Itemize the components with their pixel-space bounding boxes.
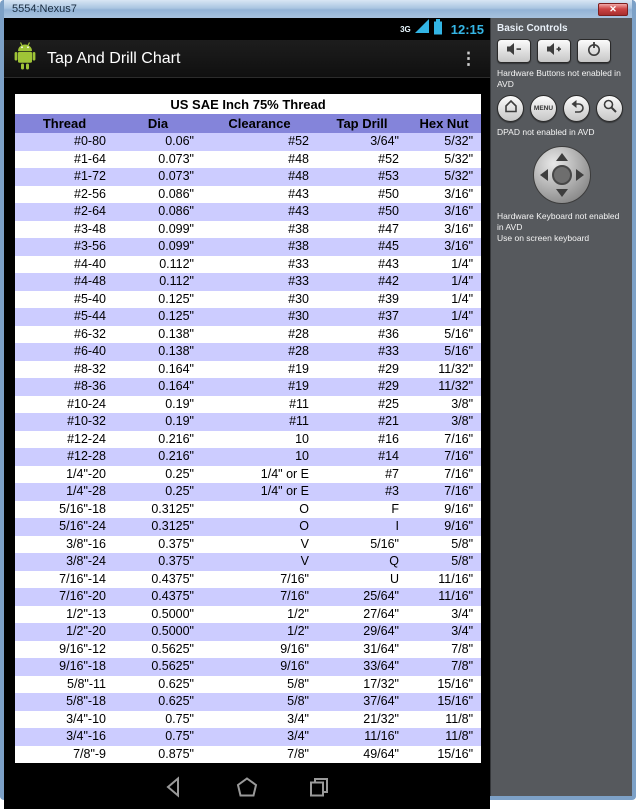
table-cell: 11/16" <box>438 571 474 586</box>
table-cell: 0.073" <box>158 169 194 183</box>
table-cell: 3/16" <box>444 221 474 236</box>
table-cell: 3/16" <box>444 186 474 201</box>
volume-power-row <box>497 39 626 63</box>
overflow-menu-icon[interactable]: ⋮ <box>460 48 477 68</box>
dpad-center-button[interactable] <box>552 165 572 185</box>
table-cell: 1/4" or E <box>260 466 309 481</box>
table-cell: #39 <box>378 291 399 306</box>
table-cell: 11/32" <box>438 361 474 376</box>
table-cell: #10-32 <box>67 414 106 428</box>
table-cell: 9/16" <box>280 659 309 673</box>
table-cell: 15/16" <box>437 694 474 708</box>
table-cell: #48 <box>288 151 309 166</box>
table-row <box>14 588 482 606</box>
table-cell: 0.4375" <box>151 571 194 586</box>
table-cell: 31/64" <box>363 641 399 656</box>
table-cell: 9/16" <box>280 641 309 656</box>
table-cell: 5/16" <box>444 344 474 358</box>
table-cell: I <box>395 519 399 533</box>
table-cell: #52 <box>378 151 399 166</box>
table-cell: 3/16" <box>444 204 474 218</box>
signal-icon <box>415 19 429 39</box>
dpad-left-arrow[interactable] <box>540 169 548 181</box>
table-cell: 0.5000" <box>151 624 194 638</box>
table-cell: #1-72 <box>74 169 106 183</box>
android-screen <box>4 18 490 796</box>
table-cell: 7/8" <box>451 641 474 656</box>
table-cell: #2-64 <box>74 204 106 218</box>
table-cell: 0.125" <box>158 309 194 323</box>
volume-up-button[interactable] <box>537 39 571 63</box>
table-row <box>14 746 482 765</box>
table-row <box>14 466 482 484</box>
table-cell: #47 <box>378 221 399 236</box>
table-cell: 3/4"-16 <box>66 729 106 743</box>
table-row <box>14 448 482 466</box>
table-cell: 5/16" <box>370 536 399 551</box>
table-cell: 0.086" <box>158 186 194 201</box>
android-status-bar[interactable] <box>4 18 490 40</box>
table-cell: 0.75" <box>165 729 194 743</box>
app-content-scroll-area[interactable] <box>4 78 490 765</box>
keyboard-note <box>497 211 626 244</box>
table-cell: #16 <box>378 431 399 446</box>
table-cell: 17/32" <box>363 676 399 691</box>
power-button[interactable] <box>577 39 611 63</box>
table-cell: 0.25" <box>165 484 194 498</box>
table-cell: #8-36 <box>74 379 106 393</box>
table-cell: 1/4" <box>451 274 474 288</box>
app-title: Tap And Drill Chart <box>47 49 181 67</box>
column-header-clearance: Clearance <box>202 114 317 133</box>
table-cell: 11/16" <box>438 589 474 603</box>
window-close-button[interactable] <box>598 3 628 16</box>
panel-title: Basic Controls <box>497 23 568 34</box>
table-row <box>14 238 482 256</box>
table-cell: 0.3125" <box>151 519 194 533</box>
table-cell: Q <box>389 554 399 568</box>
table-cell: #8-32 <box>74 361 106 376</box>
table-cell: 7/8" <box>287 746 309 761</box>
table-cell: 5/16"-18 <box>59 501 106 516</box>
home-icon <box>503 98 519 119</box>
table-cell: 7/16" <box>444 449 474 463</box>
table-title-row <box>14 93 482 114</box>
table-cell: 5/16" <box>444 326 474 341</box>
table-cell: #33 <box>288 256 309 271</box>
table-cell: 1/4"-28 <box>66 484 106 498</box>
status-time: 12:15 <box>450 21 484 37</box>
volume-up-icon <box>546 42 562 61</box>
table-cell: 0.164" <box>158 361 194 376</box>
window-title: 5554:Nexus7 <box>12 3 77 15</box>
search-icon <box>602 98 618 119</box>
table-cell: 3/8" <box>451 396 474 411</box>
table-cell: 0.19" <box>165 396 194 411</box>
table-row <box>14 203 482 221</box>
table-cell: 5/32" <box>444 151 474 166</box>
table-cell: #37 <box>378 309 399 323</box>
table-cell: #6-32 <box>74 326 106 341</box>
table-row <box>14 501 482 519</box>
table-cell: #25 <box>378 396 399 411</box>
menu-hw-button[interactable] <box>530 95 557 122</box>
table-cell: 0.875" <box>158 746 194 761</box>
table-row <box>14 553 482 571</box>
table-cell: #4-48 <box>74 274 106 288</box>
table-cell: 5/8" <box>287 676 309 691</box>
table-cell: U <box>389 571 399 586</box>
table-row <box>14 676 482 694</box>
keyboard-note-line1: Hardware Keyboard not enabled in AVD <box>497 211 620 233</box>
table-cell: 7/16" <box>444 466 474 481</box>
table-cell: 3/64" <box>370 134 399 148</box>
table-cell: 0.06" <box>165 134 194 148</box>
table-row <box>14 378 482 396</box>
table-cell: 0.138" <box>158 326 194 341</box>
table-cell: 7/16" <box>444 484 474 498</box>
table-cell: #48 <box>288 169 309 183</box>
table-row <box>14 571 482 589</box>
table-cell: 10 <box>295 431 309 446</box>
table-cell: 29/64" <box>363 624 399 638</box>
table-cell: #3-56 <box>74 239 106 253</box>
table-cell: 5/8"-18 <box>66 694 106 708</box>
table-cell: 1/4"-20 <box>66 466 106 481</box>
table-header-row <box>14 114 482 133</box>
table-row <box>14 256 482 274</box>
table-row <box>14 641 482 659</box>
table-cell: 1/4" <box>451 309 474 323</box>
table-cell: 0.625" <box>158 676 194 691</box>
table-cell: 0.5625" <box>151 659 194 673</box>
table-cell: 0.375" <box>158 536 194 551</box>
table-cell: #11 <box>289 396 309 411</box>
table-cell: #11 <box>289 414 309 428</box>
table-cell: 11/8" <box>445 711 474 726</box>
column-header-thread: Thread <box>14 114 114 133</box>
table-row <box>14 658 482 676</box>
table-row <box>14 413 482 431</box>
table-cell: 33/64" <box>363 659 399 673</box>
table-cell: #43 <box>288 186 309 201</box>
table-row <box>14 168 482 186</box>
back-hw-button[interactable] <box>563 95 590 122</box>
menu-button-label: MENU <box>533 105 554 113</box>
table-cell: 5/32" <box>444 134 474 148</box>
table-cell: 3/4" <box>287 711 309 726</box>
table-cell: 27/64" <box>363 606 399 621</box>
column-header-dia: Dia <box>114 114 202 133</box>
window-titlebar[interactable] <box>4 0 632 18</box>
table-cell: #29 <box>378 361 399 376</box>
table-cell: 3/4" <box>451 624 474 638</box>
table-cell: 0.216" <box>158 431 194 446</box>
table-row <box>14 291 482 309</box>
table-cell: 10 <box>295 449 309 463</box>
table-cell: 25/64" <box>363 589 399 603</box>
table-cell: 0.086" <box>158 204 194 218</box>
table-cell: #3 <box>385 484 399 498</box>
table-cell: 5/8"-11 <box>67 676 106 691</box>
table-cell: 0.5000" <box>151 606 194 621</box>
table-row <box>14 536 482 554</box>
table-row <box>14 361 482 379</box>
volume-down-button[interactable] <box>497 39 531 63</box>
hardware-buttons-note: Hardware Buttons not enabled in AVD <box>497 68 621 90</box>
table-cell: 7/16"-14 <box>59 571 106 586</box>
nav-recents-button[interactable] <box>308 776 330 798</box>
table-cell: #33 <box>288 274 309 288</box>
table-cell: #12-24 <box>67 431 106 446</box>
table-cell: 0.4375" <box>151 589 194 603</box>
table-cell: 0.138" <box>158 344 194 358</box>
search-hw-button[interactable] <box>596 95 623 122</box>
table-row <box>14 518 482 536</box>
table-cell: 3/8" <box>451 414 474 428</box>
table-cell: #45 <box>378 239 399 253</box>
table-cell: #33 <box>378 344 399 358</box>
window-client-area <box>4 18 632 796</box>
table-cell: #52 <box>288 134 309 148</box>
table-cell: #4-40 <box>74 256 106 271</box>
table-cell: #12-28 <box>67 449 106 463</box>
table-cell: 9/16"-12 <box>59 641 106 656</box>
table-cell: 7/16" <box>444 431 474 446</box>
tap-drill-table <box>13 92 483 765</box>
dpad-note: DPAD not enabled in AVD <box>497 127 595 138</box>
action-bar <box>4 40 490 78</box>
table-row <box>14 186 482 204</box>
dpad-control[interactable] <box>533 146 591 204</box>
dpad-right-arrow[interactable] <box>576 169 584 181</box>
table-cell: F <box>391 501 399 516</box>
table-cell: 15/16" <box>437 746 474 761</box>
table-cell: 9/16" <box>444 501 474 516</box>
table-cell: 11/32" <box>438 379 474 393</box>
table-cell: 0.099" <box>158 221 194 236</box>
table-cell: #5-40 <box>74 291 106 306</box>
table-row <box>14 396 482 414</box>
table-cell: 7/8"-9 <box>73 746 106 761</box>
table-cell: 0.216" <box>158 449 194 463</box>
table-cell: 0.164" <box>158 379 194 393</box>
table-cell: #0-80 <box>74 134 106 148</box>
table-row <box>14 326 482 344</box>
table-cell: 5/32" <box>444 169 474 183</box>
table-cell: O <box>299 519 309 533</box>
table-cell: 1/4" <box>451 256 474 271</box>
table-cell: 1/2"-20 <box>66 624 106 638</box>
table-cell: #3-48 <box>74 221 106 236</box>
table-cell: #36 <box>378 326 399 341</box>
table-row <box>14 431 482 449</box>
table-cell: 0.375" <box>158 554 194 568</box>
table-row <box>14 693 482 711</box>
table-body <box>14 133 482 764</box>
table-cell: 3/4"-10 <box>66 711 106 726</box>
table-cell: 0.19" <box>165 414 194 428</box>
table-cell: 9/16" <box>444 519 474 533</box>
table-cell: 7/16"-20 <box>59 589 106 603</box>
controls-panel <box>490 18 632 796</box>
column-header-tap-drill: Tap Drill <box>317 114 407 133</box>
table-cell: #42 <box>378 274 399 288</box>
table-row <box>14 483 482 501</box>
table-cell: O <box>299 501 309 516</box>
table-cell: 11/8" <box>445 729 474 743</box>
table-cell: 0.125" <box>158 291 194 306</box>
table-cell: #14 <box>378 449 399 463</box>
table-row <box>14 606 482 624</box>
table-cell: 0.75" <box>165 711 194 726</box>
table-cell: 9/16"-18 <box>59 659 106 673</box>
table-row <box>14 728 482 746</box>
table-cell: 3/4" <box>287 729 309 743</box>
table-cell: V <box>300 554 309 568</box>
table-cell: 1/2" <box>287 624 309 638</box>
table-cell: #5-44 <box>74 309 106 323</box>
table-cell: #30 <box>288 291 309 306</box>
table-cell: 11/16" <box>364 729 399 743</box>
table-cell: #53 <box>378 169 399 183</box>
table-cell: 3/4" <box>451 606 474 621</box>
nav-back-button[interactable] <box>164 776 186 798</box>
table-cell: 1/4" <box>451 291 474 306</box>
back-arrow-icon <box>569 98 585 119</box>
table-cell: 3/8"-24 <box>66 554 106 568</box>
table-cell: 1/4" or E <box>260 484 309 498</box>
table-cell: 49/64" <box>363 746 399 761</box>
table-cell: #38 <box>288 221 309 236</box>
table-cell: 0.25" <box>165 466 194 481</box>
table-row <box>14 221 482 239</box>
table-cell: 7/16" <box>280 589 309 603</box>
table-cell: 0.5625" <box>151 641 194 656</box>
close-icon: ✕ <box>609 3 617 14</box>
table-cell: 3/16" <box>444 239 474 253</box>
table-cell: 0.099" <box>158 239 194 253</box>
table-cell: 7/8" <box>451 659 474 673</box>
table-cell: 1/2"-13 <box>66 606 106 621</box>
table-row <box>14 151 482 169</box>
keyboard-note-line2: Use on screen keyboard <box>497 233 590 244</box>
dpad-down-arrow[interactable] <box>556 189 568 197</box>
table-cell: #38 <box>288 239 309 253</box>
table-cell: #10-24 <box>67 396 106 411</box>
table-cell: 7/16" <box>280 571 309 586</box>
hardware-buttons-row <box>497 95 626 122</box>
android-robot-app-icon[interactable] <box>12 41 38 76</box>
dpad-up-arrow[interactable] <box>556 153 568 161</box>
table-cell: #43 <box>378 256 399 271</box>
volume-down-icon <box>506 42 522 61</box>
table-cell: #43 <box>288 204 309 218</box>
table-cell: #50 <box>378 204 399 218</box>
table-cell: #21 <box>378 414 399 428</box>
table-cell: V <box>300 536 309 551</box>
table-row <box>14 133 482 151</box>
nav-home-button[interactable] <box>236 776 258 798</box>
table-cell: #7 <box>385 466 399 481</box>
table-row <box>14 273 482 291</box>
home-hw-button[interactable] <box>497 95 524 122</box>
table-row <box>14 308 482 326</box>
table-cell: 5/8" <box>451 554 474 568</box>
table-cell: 15/16" <box>437 676 474 691</box>
table-cell: #29 <box>378 379 399 393</box>
table-cell: #19 <box>288 361 309 376</box>
table-row <box>14 623 482 641</box>
table-cell: 37/64" <box>363 694 399 708</box>
table-cell: 3/8"-16 <box>66 536 106 551</box>
table-cell: 0.625" <box>158 694 194 708</box>
navigation-bar <box>4 765 490 809</box>
table-cell: 5/8" <box>451 536 474 551</box>
table-cell: #28 <box>288 344 309 358</box>
table-cell: 0.112" <box>159 274 194 288</box>
table-cell: 0.112" <box>159 256 194 271</box>
battery-icon <box>433 19 443 40</box>
table-cell: #30 <box>288 309 309 323</box>
table-cell: #6-40 <box>74 344 106 358</box>
table-cell: 21/32" <box>363 711 399 726</box>
table-cell: 5/8" <box>287 694 309 708</box>
table-cell: #50 <box>378 186 399 201</box>
table-cell: 5/16"-24 <box>59 519 106 533</box>
table-row <box>14 343 482 361</box>
table-cell: #1-64 <box>74 151 106 166</box>
table-cell: #19 <box>288 379 309 393</box>
table-cell: #28 <box>288 326 309 341</box>
power-icon <box>586 41 602 62</box>
network-type-label: 3G <box>400 24 411 34</box>
table-cell: 0.3125" <box>151 501 194 516</box>
table-title: US SAE Inch 75% Thread <box>14 93 482 114</box>
table-cell: #2-56 <box>74 186 106 201</box>
column-header-hex-nut: Hex Nut <box>407 114 482 133</box>
table-cell: 0.073" <box>158 151 194 166</box>
table-row <box>14 711 482 729</box>
table-cell: 1/2" <box>287 606 309 621</box>
